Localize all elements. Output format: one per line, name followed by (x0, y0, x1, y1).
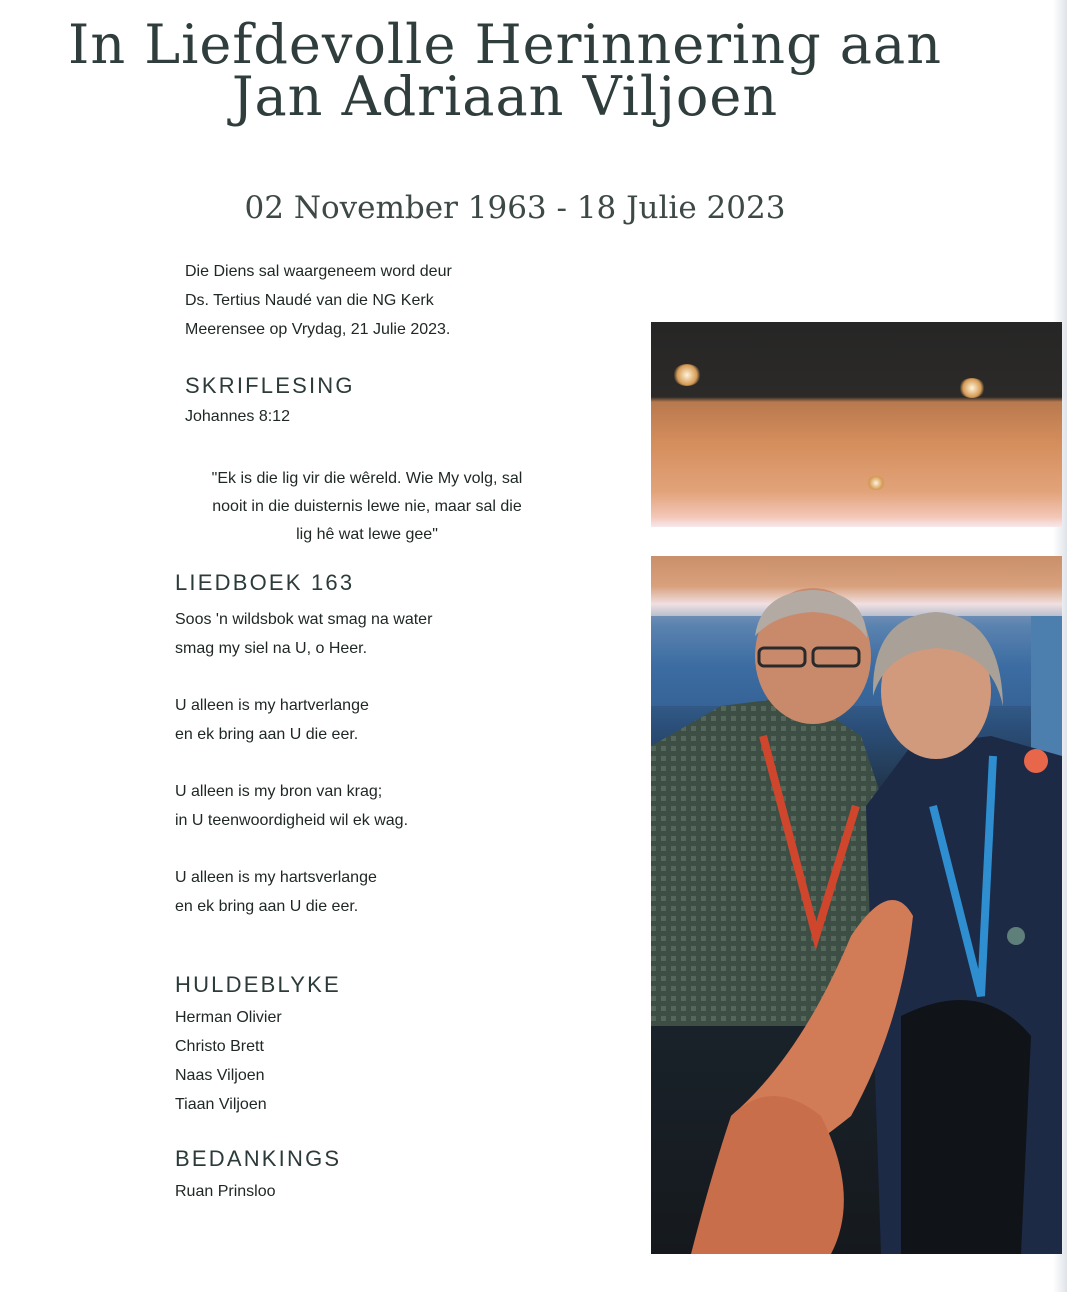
verse-line: Soos 'n wildsbok wat smag na water (175, 611, 433, 628)
verse-line: in U teenwoordigheid wil ek wag. (175, 812, 409, 829)
verse-line: en ek bring aan U die eer. (175, 898, 359, 915)
hymn-verse (175, 777, 408, 835)
thanks-name: Ruan Prinsloo (175, 1183, 276, 1200)
hymn-verse (175, 691, 369, 749)
memorial-title: In Liefdevolle Herinnering aan (68, 13, 942, 76)
tributes-list (175, 1003, 282, 1119)
tribute-name: Tiaan Viljoen (175, 1096, 267, 1113)
scripture-heading: SKRIFLESING (185, 373, 355, 398)
hymn-verse (175, 605, 432, 663)
tribute-name: Herman Olivier (175, 1009, 282, 1026)
thanks-heading: BEDANKINGS (175, 1146, 342, 1171)
scripture-quote (182, 465, 552, 549)
verse-line: en ek bring aan U die eer. (175, 726, 359, 743)
ceiling-photo (651, 322, 1062, 527)
thanks-list (175, 1177, 276, 1206)
tributes-heading: HULDEBLYKE (175, 972, 341, 997)
quote-line: lig hê wat lewe gee" (296, 526, 438, 543)
couple-photo (651, 556, 1062, 1254)
verse-line: U alleen is my hartverlange (175, 697, 369, 714)
life-dates: 02 November 1963 - 18 Julie 2023 (244, 190, 786, 226)
service-line: Ds. Tertius Naudé van die NG Kerk (185, 292, 434, 309)
couple-illustration (651, 556, 1062, 1254)
quote-line: "Ek is die lig vir die wêreld. Wie My volg, sal (211, 470, 523, 487)
verse-line: U alleen is my bron van krag; (175, 783, 383, 800)
verse-line: U alleen is my hartsverlange (175, 869, 377, 886)
service-info (185, 257, 452, 344)
verse-line: smag my siel na U, o Heer. (175, 640, 368, 657)
scripture-reference: Johannes 8:12 (185, 408, 290, 425)
service-line: Meerensee op Vrydag, 21 Julie 2023. (185, 321, 451, 338)
deceased-name: Jan Adriaan Viljoen (231, 65, 779, 128)
tribute-name: Naas Viljoen (175, 1067, 265, 1084)
hymn-heading: LIEDBOEK 163 (175, 570, 355, 595)
service-line: Die Diens sal waargeneem word deur (185, 263, 452, 280)
quote-line: nooit in die duisternis lewe nie, maar sal die (212, 498, 522, 515)
tribute-name: Christo Brett (175, 1038, 264, 1055)
hymn-verse (175, 863, 377, 921)
